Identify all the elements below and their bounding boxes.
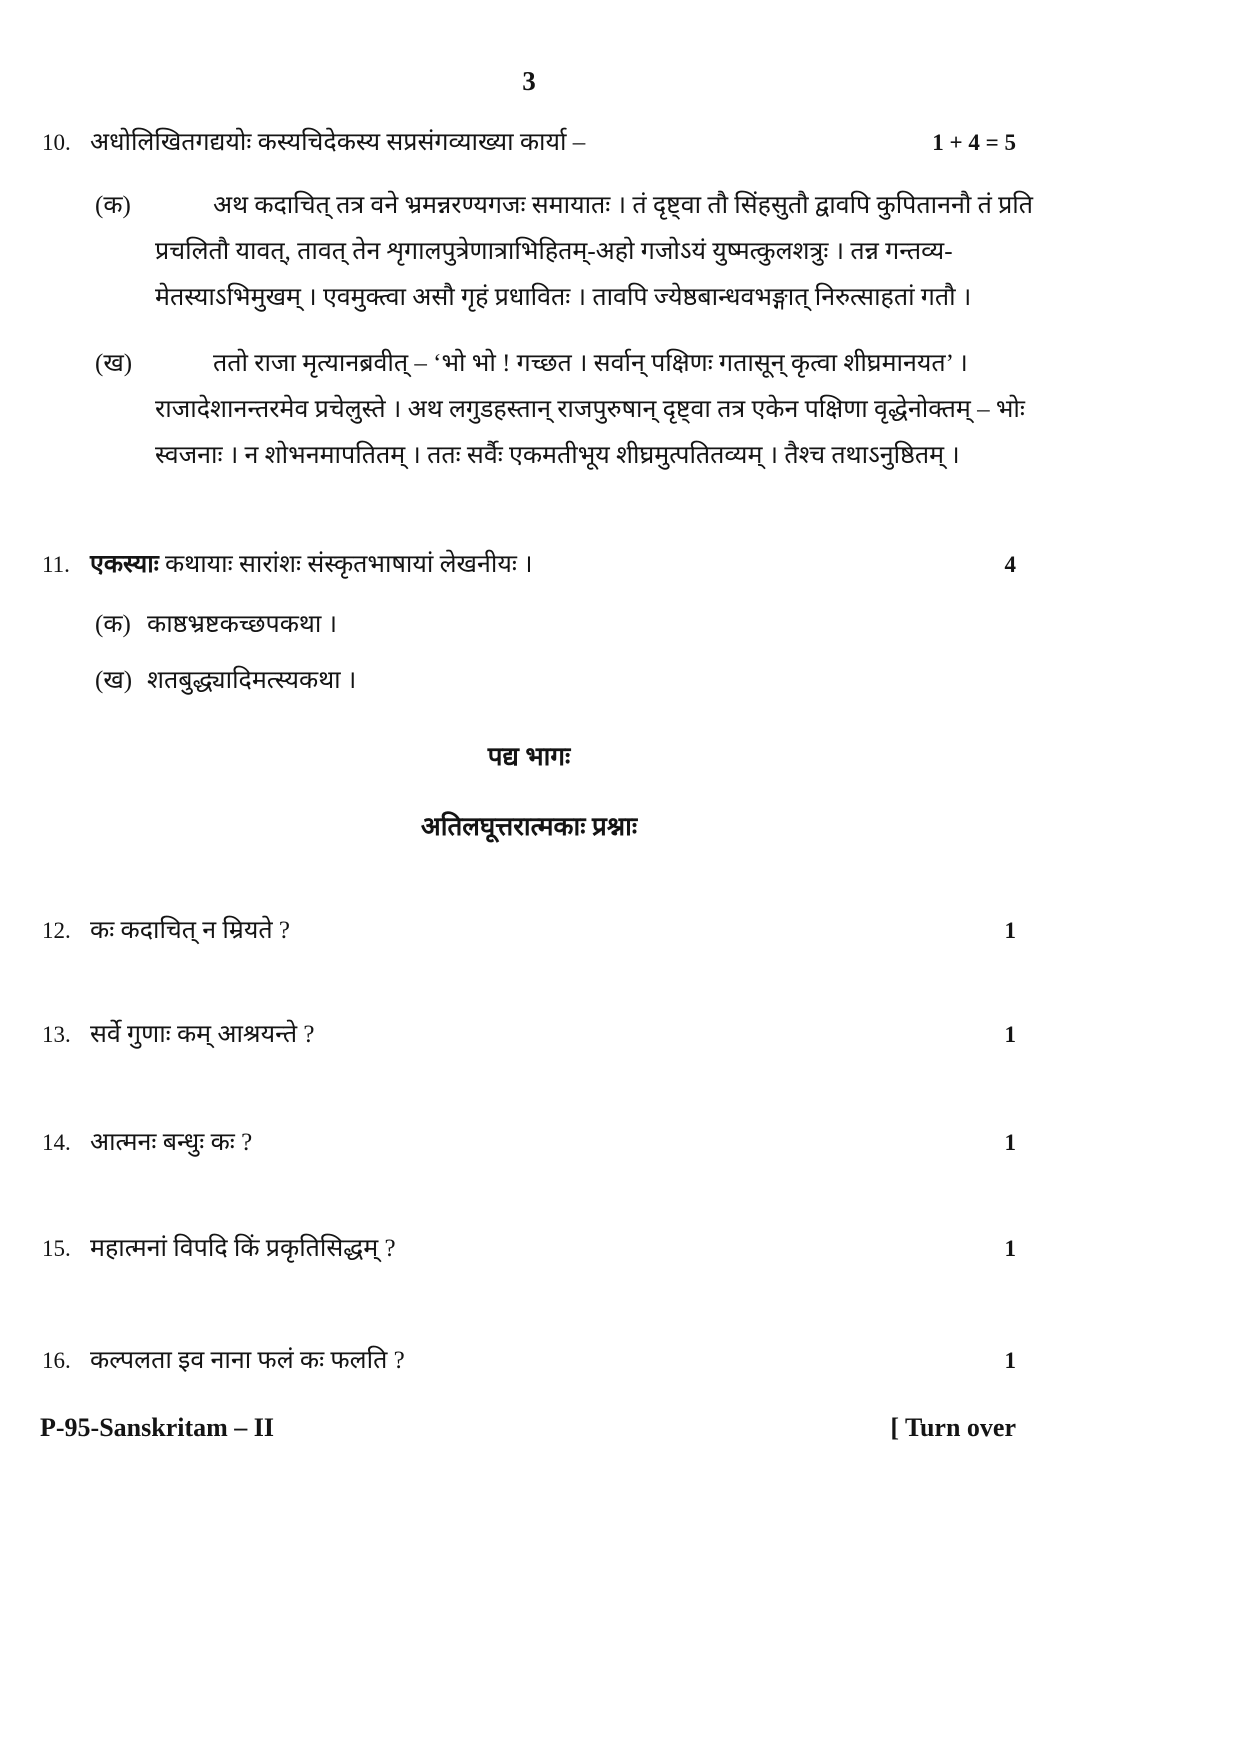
part-kha-passage bbox=[155, 341, 1025, 479]
passage-line: राजादेशानन्तरमेव प्रचेलुस्ते । अथ लगुडहस्तान् राजपुरुषान् दृष्ट्वा तत्र एकेन पक्षिणा वृद्धेनोक्तम् – भोः bbox=[155, 396, 1025, 423]
question-10-header bbox=[42, 127, 1016, 159]
part-kha-label: (ख) bbox=[95, 350, 133, 377]
question-13-marks: 1 bbox=[1004, 1022, 1016, 1047]
question-11-number: 11. bbox=[42, 552, 70, 577]
question-11-lead: एकस्याः bbox=[90, 551, 159, 578]
question-10-part-ka bbox=[95, 183, 1034, 321]
question-12-marks: 1 bbox=[1004, 918, 1016, 943]
option-ka-text: काष्ठभ्रष्टकच्छपकथा । bbox=[147, 611, 338, 638]
question-15-number: 15. bbox=[42, 1236, 71, 1261]
question-14-text: आत्मनः बन्धुः कः ? bbox=[90, 1129, 253, 1156]
question-14 bbox=[42, 1127, 1016, 1159]
question-11-text bbox=[90, 549, 993, 581]
passage-line: प्रचलितौ यावत्, तावत् तेन शृगालपुत्रेणात्राभिहितम्-अहो गजोऽयं युष्मत्कुलशत्रुः । तन्न गन्तव्य- bbox=[155, 238, 953, 265]
question-13 bbox=[42, 1019, 1016, 1051]
question-12-text: कः कदाचित् न म्रियते ? bbox=[90, 917, 290, 944]
page-number: 3 bbox=[522, 66, 536, 96]
section-heading-short-questions: अतिलघूत्तरात्मकाः प्रश्नाः bbox=[420, 812, 638, 841]
option-ka-label: (क) bbox=[95, 611, 131, 638]
question-16-text: कल्पलता इव नाना फलं कः फलति ? bbox=[90, 1347, 405, 1374]
option-kha-label: (ख) bbox=[95, 667, 133, 694]
question-13-text: सर्वे गुणाः कम् आश्रयन्ते ? bbox=[90, 1021, 315, 1048]
question-14-number: 14. bbox=[42, 1130, 71, 1155]
question-15-text: महात्मनां विपदि किं प्रकृतिसिद्धम् ? bbox=[90, 1235, 396, 1262]
page-footer bbox=[0, 1413, 1241, 1443]
turn-over-note: [ Turn over bbox=[890, 1413, 1016, 1442]
question-15 bbox=[42, 1233, 1016, 1265]
question-11-rest: कथायाः सारांशः संस्कृतभाषायां लेखनीयः । bbox=[158, 551, 533, 578]
question-11-header bbox=[42, 549, 1016, 581]
passage-line: स्वजनाः । न शोभनमापतितम् । ततः सर्वैः एकमतीभूय शीघ्रमुत्पतितव्यम् । तैश्च तथाऽनुष्ठितम् । bbox=[155, 442, 960, 469]
passage-line: अथ कदाचित् तत्र वने भ्रमन्नरण्यगजः समायातः । तं दृष्ट्वा तौ सिंहसुतौ द्वावपि कुपिताननौ तं प्रति bbox=[213, 192, 1034, 219]
passage-line: मेतस्याऽभिमुखम् । एवमुक्त्वा असौ गृहं प्रधावितः । तावपि ज्येष्ठबान्धवभङ्गात् निरुत्साहतां गतौ । bbox=[155, 284, 972, 311]
question-10-part-kha bbox=[95, 341, 1025, 479]
question-10-text: अधोलिखितगद्ययोः कस्यचिदेकस्य सप्रसंगव्याख्या कार्या – bbox=[90, 129, 586, 156]
question-16-marks: 1 bbox=[1004, 1348, 1016, 1373]
question-10-marks: 1 + 4 = 5 bbox=[932, 130, 1016, 155]
question-12 bbox=[42, 915, 1016, 947]
part-ka-passage bbox=[155, 183, 1033, 321]
question-10-number: 10. bbox=[42, 130, 71, 155]
part-ka-label: (क) bbox=[95, 192, 131, 219]
question-11-option-kha bbox=[95, 665, 1016, 697]
question-16-number: 16. bbox=[42, 1348, 71, 1373]
question-16 bbox=[42, 1345, 1016, 1377]
question-14-marks: 1 bbox=[1004, 1130, 1016, 1155]
question-12-number: 12. bbox=[42, 918, 71, 943]
question-15-marks: 1 bbox=[1004, 1236, 1016, 1261]
question-13-number: 13. bbox=[42, 1022, 71, 1047]
question-11-option-ka bbox=[95, 609, 1016, 641]
passage-line: ततो राजा मृत्यानब्रवीत् – ‘भो भो ! गच्छत । सर्वान् पक्षिणः गतासून् कृत्वा शीघ्रमानयत’ । bbox=[213, 350, 968, 377]
paper-code: P-95-Sanskritam – II bbox=[40, 1413, 275, 1442]
section-heading-padya-bhaga: पद्य भागः bbox=[487, 742, 571, 771]
question-11-marks: 4 bbox=[1004, 552, 1016, 577]
option-kha-text: शतबुद्ध्यादिमत्स्यकथा । bbox=[147, 667, 357, 694]
